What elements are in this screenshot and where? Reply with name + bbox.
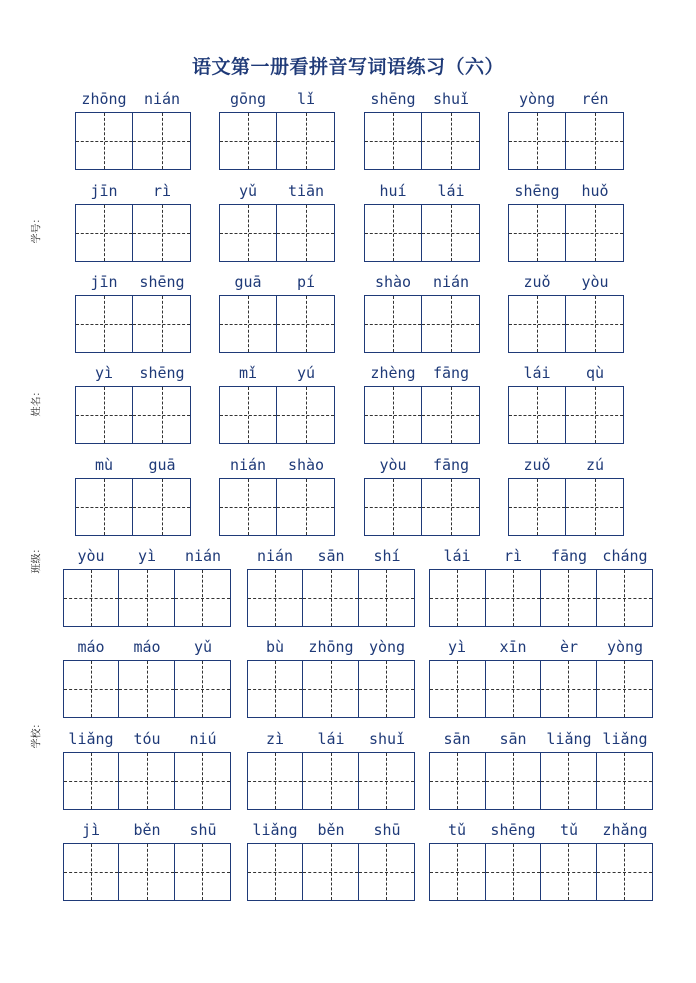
tianzige-cell[interactable] <box>76 387 133 443</box>
pinyin-syllable: fāng <box>432 456 470 474</box>
writing-grid[interactable] <box>75 386 191 444</box>
tianzige-cell[interactable] <box>175 844 230 900</box>
tianzige-cell[interactable] <box>422 479 479 535</box>
pinyin-row <box>63 547 231 565</box>
word-6-3 <box>429 547 653 565</box>
school-label: 学校： <box>31 718 43 749</box>
writing-grid[interactable] <box>75 478 191 536</box>
pinyin-row <box>508 364 624 382</box>
pinyin-syllable: zuǒ <box>523 273 551 291</box>
writing-grid[interactable] <box>63 752 231 810</box>
pinyin-syllable: zhǎng <box>602 821 648 839</box>
pinyin-syllable: huǒ <box>581 182 609 200</box>
tianzige-cell[interactable] <box>509 479 566 535</box>
tianzige-cell[interactable] <box>422 205 479 261</box>
tianzige-cell[interactable] <box>597 570 653 626</box>
pinyin-syllable: zhōng <box>308 638 354 656</box>
word-8-1 <box>63 730 231 748</box>
page-title: 语文第一册看拼音写词语练习（六） <box>191 56 504 78</box>
tianzige-cell[interactable] <box>597 844 653 900</box>
tianzige-cell[interactable] <box>509 113 566 169</box>
pinyin-syllable: zhōng <box>81 90 127 108</box>
name-label: 姓名： <box>31 386 43 417</box>
pinyin-row <box>247 730 415 748</box>
pinyin-syllable: shēng <box>139 273 185 291</box>
word-5-2 <box>219 456 335 474</box>
tianzige-cell[interactable] <box>119 570 174 626</box>
word-4-4 <box>508 364 624 382</box>
writing-grid[interactable] <box>364 478 480 536</box>
writing-grid[interactable] <box>219 478 335 536</box>
writing-grid[interactable] <box>508 204 624 262</box>
tianzige-cell[interactable] <box>220 387 277 443</box>
pinyin-row <box>508 456 624 474</box>
tianzige-cell[interactable] <box>303 844 358 900</box>
writing-grid[interactable] <box>364 112 480 170</box>
pinyin-syllable: jīn <box>90 182 118 200</box>
pinyin-syllable: bù <box>265 638 285 656</box>
tianzige-cell[interactable] <box>248 570 303 626</box>
pinyin-row <box>429 547 653 565</box>
pinyin-syllable: nián <box>229 456 267 474</box>
word-5-1 <box>75 456 191 474</box>
tianzige-cell[interactable] <box>541 844 597 900</box>
word-7-3 <box>429 638 653 656</box>
tianzige-cell[interactable] <box>133 479 190 535</box>
pinyin-row <box>429 730 653 748</box>
tianzige-cell[interactable] <box>133 205 190 261</box>
tianzige-cell[interactable] <box>509 205 566 261</box>
word-3-3 <box>364 273 480 291</box>
word-8-2 <box>247 730 415 748</box>
writing-grid[interactable] <box>63 843 231 901</box>
writing-grid[interactable] <box>75 295 191 353</box>
tianzige-cell[interactable] <box>220 479 277 535</box>
tianzige-cell[interactable] <box>365 479 422 535</box>
tianzige-cell[interactable] <box>566 479 623 535</box>
tianzige-cell[interactable] <box>277 387 334 443</box>
word-1-2 <box>219 90 335 108</box>
writing-grid[interactable] <box>75 112 191 170</box>
pinyin-syllable: jīn <box>90 273 118 291</box>
pinyin-syllable: mù <box>94 456 114 474</box>
word-9-2 <box>247 821 415 839</box>
pinyin-row <box>63 638 231 656</box>
pinyin-row <box>508 182 624 200</box>
pinyin-row <box>247 547 415 565</box>
tianzige-cell[interactable] <box>486 753 542 809</box>
tianzige-cell[interactable] <box>422 113 479 169</box>
tianzige-cell[interactable] <box>541 661 597 717</box>
pinyin-syllable: yì <box>137 547 157 565</box>
pinyin-syllable: lǐ <box>296 90 316 108</box>
pinyin-syllable: fāng <box>432 364 470 382</box>
pinyin-row <box>75 90 191 108</box>
writing-grid[interactable] <box>219 204 335 262</box>
word-4-3 <box>364 364 480 382</box>
tianzige-cell[interactable] <box>430 661 486 717</box>
pinyin-syllable: shào <box>374 273 412 291</box>
word-6-1 <box>63 547 231 565</box>
tianzige-cell[interactable] <box>76 205 133 261</box>
pinyin-row <box>219 364 335 382</box>
class-label: 班级： <box>31 543 43 574</box>
tianzige-cell[interactable] <box>566 296 623 352</box>
pinyin-syllable: zhèng <box>370 364 416 382</box>
word-7-1 <box>63 638 231 656</box>
tianzige-cell[interactable] <box>359 570 414 626</box>
tianzige-cell[interactable] <box>430 844 486 900</box>
pinyin-syllable: máo <box>77 638 105 656</box>
word-1-1 <box>75 90 191 108</box>
word-2-1 <box>75 182 191 200</box>
word-6-2 <box>247 547 415 565</box>
tianzige-cell[interactable] <box>175 753 230 809</box>
pinyin-row <box>508 273 624 291</box>
pinyin-syllable: lái <box>523 364 551 382</box>
tianzige-cell[interactable] <box>359 661 414 717</box>
pinyin-row <box>75 273 191 291</box>
pinyin-syllable: lái <box>317 730 345 748</box>
tianzige-cell[interactable] <box>541 753 597 809</box>
word-3-1 <box>75 273 191 291</box>
tianzige-cell[interactable] <box>133 296 190 352</box>
tianzige-cell[interactable] <box>119 844 174 900</box>
word-5-3 <box>364 456 480 474</box>
pinyin-syllable: tǔ <box>447 821 467 839</box>
pinyin-syllable: nián <box>256 547 294 565</box>
pinyin-syllable: shào <box>287 456 325 474</box>
pinyin-syllable: yòu <box>379 456 407 474</box>
tianzige-cell[interactable] <box>303 661 358 717</box>
tianzige-cell[interactable] <box>422 296 479 352</box>
tianzige-cell[interactable] <box>566 113 623 169</box>
word-7-2 <box>247 638 415 656</box>
pinyin-syllable: yòu <box>581 273 609 291</box>
pinyin-syllable: cháng <box>602 547 648 565</box>
writing-grid[interactable] <box>508 386 624 444</box>
writing-grid[interactable] <box>429 843 653 901</box>
tianzige-cell[interactable] <box>365 387 422 443</box>
pinyin-row <box>364 456 480 474</box>
pinyin-row <box>219 90 335 108</box>
pinyin-syllable: zuǒ <box>523 456 551 474</box>
pinyin-row <box>219 456 335 474</box>
pinyin-row <box>63 730 231 748</box>
pinyin-syllable: gōng <box>229 90 267 108</box>
pinyin-syllable: liǎng <box>602 730 648 748</box>
writing-grid[interactable] <box>63 660 231 718</box>
pinyin-syllable: shū <box>189 821 217 839</box>
pinyin-syllable: nián <box>184 547 222 565</box>
tianzige-cell[interactable] <box>365 205 422 261</box>
pinyin-row <box>75 364 191 382</box>
word-5-4 <box>508 456 624 474</box>
tianzige-cell[interactable] <box>486 570 542 626</box>
pinyin-syllable: èr <box>559 638 579 656</box>
tianzige-cell[interactable] <box>133 387 190 443</box>
tianzige-cell[interactable] <box>119 661 174 717</box>
pinyin-syllable: máo <box>133 638 161 656</box>
pinyin-syllable: jì <box>81 821 101 839</box>
tianzige-cell[interactable] <box>175 661 230 717</box>
pinyin-syllable: shēng <box>370 90 416 108</box>
pinyin-syllable: shū <box>373 821 401 839</box>
word-4-1 <box>75 364 191 382</box>
tianzige-cell[interactable] <box>509 296 566 352</box>
pinyin-syllable: běn <box>317 821 345 839</box>
pinyin-syllable: yòng <box>606 638 644 656</box>
pinyin-syllable: běn <box>133 821 161 839</box>
pinyin-syllable: fāng <box>550 547 588 565</box>
pinyin-row <box>429 638 653 656</box>
tianzige-cell[interactable] <box>597 753 653 809</box>
pinyin-syllable: sān <box>317 547 345 565</box>
tianzige-cell[interactable] <box>541 570 597 626</box>
writing-grid[interactable] <box>364 386 480 444</box>
writing-grid[interactable] <box>508 295 624 353</box>
pinyin-syllable: yòu <box>77 547 105 565</box>
tianzige-cell[interactable] <box>64 661 119 717</box>
pinyin-syllable: tǔ <box>559 821 579 839</box>
tianzige-cell[interactable] <box>220 205 277 261</box>
tianzige-cell[interactable] <box>64 570 119 626</box>
pinyin-syllable: yǔ <box>238 182 258 200</box>
pinyin-syllable: lái <box>443 547 471 565</box>
pinyin-syllable: mǐ <box>238 364 258 382</box>
pinyin-syllable: sān <box>443 730 471 748</box>
pinyin-syllable: nián <box>432 273 470 291</box>
tianzige-cell[interactable] <box>133 113 190 169</box>
writing-grid[interactable] <box>247 843 415 901</box>
tianzige-cell[interactable] <box>422 387 479 443</box>
pinyin-row <box>364 90 480 108</box>
writing-grid[interactable] <box>429 569 653 627</box>
pinyin-syllable: zú <box>585 456 605 474</box>
writing-grid[interactable] <box>219 386 335 444</box>
pinyin-row <box>75 182 191 200</box>
tianzige-cell[interactable] <box>359 753 414 809</box>
tianzige-cell[interactable] <box>303 570 358 626</box>
pinyin-syllable: liǎng <box>546 730 592 748</box>
tianzige-cell[interactable] <box>76 113 133 169</box>
writing-grid[interactable] <box>219 295 335 353</box>
tianzige-cell[interactable] <box>365 113 422 169</box>
pinyin-row <box>364 364 480 382</box>
pinyin-syllable: niú <box>189 730 217 748</box>
pinyin-syllable: zì <box>265 730 285 748</box>
tianzige-cell[interactable] <box>248 844 303 900</box>
pinyin-syllable: yì <box>94 364 114 382</box>
writing-grid[interactable] <box>247 660 415 718</box>
word-3-2 <box>219 273 335 291</box>
pinyin-syllable: yòng <box>518 90 556 108</box>
pinyin-syllable: yú <box>296 364 316 382</box>
tianzige-cell[interactable] <box>509 387 566 443</box>
tianzige-cell[interactable] <box>175 570 230 626</box>
tianzige-cell[interactable] <box>486 844 542 900</box>
pinyin-row <box>508 90 624 108</box>
pinyin-syllable: guā <box>234 273 262 291</box>
pinyin-syllable: xīn <box>499 638 527 656</box>
tianzige-cell[interactable] <box>277 205 334 261</box>
tianzige-cell[interactable] <box>64 753 119 809</box>
tianzige-cell[interactable] <box>486 661 542 717</box>
tianzige-cell[interactable] <box>119 753 174 809</box>
pinyin-syllable: qù <box>585 364 605 382</box>
pinyin-syllable: liǎng <box>252 821 298 839</box>
pinyin-syllable: huí <box>379 182 407 200</box>
writing-grid[interactable] <box>247 752 415 810</box>
pinyin-syllable: lái <box>437 182 465 200</box>
pinyin-row <box>219 273 335 291</box>
writing-grid[interactable] <box>247 569 415 627</box>
writing-grid[interactable] <box>75 204 191 262</box>
pinyin-row <box>364 273 480 291</box>
tianzige-cell[interactable] <box>220 113 277 169</box>
writing-grid[interactable] <box>508 478 624 536</box>
pinyin-syllable: sān <box>499 730 527 748</box>
pinyin-syllable: shí <box>373 547 401 565</box>
tianzige-cell[interactable] <box>359 844 414 900</box>
word-9-3 <box>429 821 653 839</box>
tianzige-cell[interactable] <box>430 570 486 626</box>
pinyin-syllable: nián <box>143 90 181 108</box>
word-4-2 <box>219 364 335 382</box>
tianzige-cell[interactable] <box>430 753 486 809</box>
tianzige-cell[interactable] <box>76 479 133 535</box>
writing-grid[interactable] <box>429 660 653 718</box>
tianzige-cell[interactable] <box>566 205 623 261</box>
pinyin-syllable: rén <box>581 90 609 108</box>
tianzige-cell[interactable] <box>277 296 334 352</box>
pinyin-syllable: shuǐ <box>368 730 406 748</box>
word-8-3 <box>429 730 653 748</box>
pinyin-syllable: yì <box>447 638 467 656</box>
pinyin-syllable: shēng <box>514 182 560 200</box>
word-9-1 <box>63 821 231 839</box>
writing-grid[interactable] <box>63 569 231 627</box>
pinyin-syllable: pí <box>296 273 316 291</box>
tianzige-cell[interactable] <box>365 296 422 352</box>
tianzige-cell[interactable] <box>277 479 334 535</box>
pinyin-syllable: shēng <box>139 364 185 382</box>
pinyin-syllable: rì <box>152 182 172 200</box>
tianzige-cell[interactable] <box>220 296 277 352</box>
pinyin-syllable: yǔ <box>193 638 213 656</box>
pinyin-row <box>219 182 335 200</box>
tianzige-cell[interactable] <box>597 661 653 717</box>
tianzige-cell[interactable] <box>303 753 358 809</box>
pinyin-syllable: guā <box>148 456 176 474</box>
pinyin-row <box>247 821 415 839</box>
pinyin-syllable: tóu <box>133 730 161 748</box>
writing-grid[interactable] <box>364 295 480 353</box>
word-2-2 <box>219 182 335 200</box>
pinyin-syllable: liǎng <box>68 730 114 748</box>
tianzige-cell[interactable] <box>566 387 623 443</box>
pinyin-syllable: tiān <box>287 182 325 200</box>
word-2-3 <box>364 182 480 200</box>
tianzige-cell[interactable] <box>76 296 133 352</box>
tianzige-cell[interactable] <box>248 661 303 717</box>
pinyin-row <box>364 182 480 200</box>
pinyin-row <box>429 821 653 839</box>
pinyin-row <box>75 456 191 474</box>
writing-grid[interactable] <box>219 112 335 170</box>
tianzige-cell[interactable] <box>248 753 303 809</box>
tianzige-cell[interactable] <box>277 113 334 169</box>
pinyin-syllable: yòng <box>368 638 406 656</box>
word-1-3 <box>364 90 480 108</box>
pinyin-row <box>63 821 231 839</box>
pinyin-syllable: rì <box>503 547 523 565</box>
word-2-4 <box>508 182 624 200</box>
pinyin-syllable: shēng <box>490 821 536 839</box>
writing-grid[interactable] <box>364 204 480 262</box>
student-id-label: 学号： <box>31 213 43 244</box>
tianzige-cell[interactable] <box>64 844 119 900</box>
writing-grid[interactable] <box>508 112 624 170</box>
writing-grid[interactable] <box>429 752 653 810</box>
word-1-4 <box>508 90 624 108</box>
word-3-4 <box>508 273 624 291</box>
pinyin-row <box>247 638 415 656</box>
pinyin-syllable: shuǐ <box>432 90 470 108</box>
